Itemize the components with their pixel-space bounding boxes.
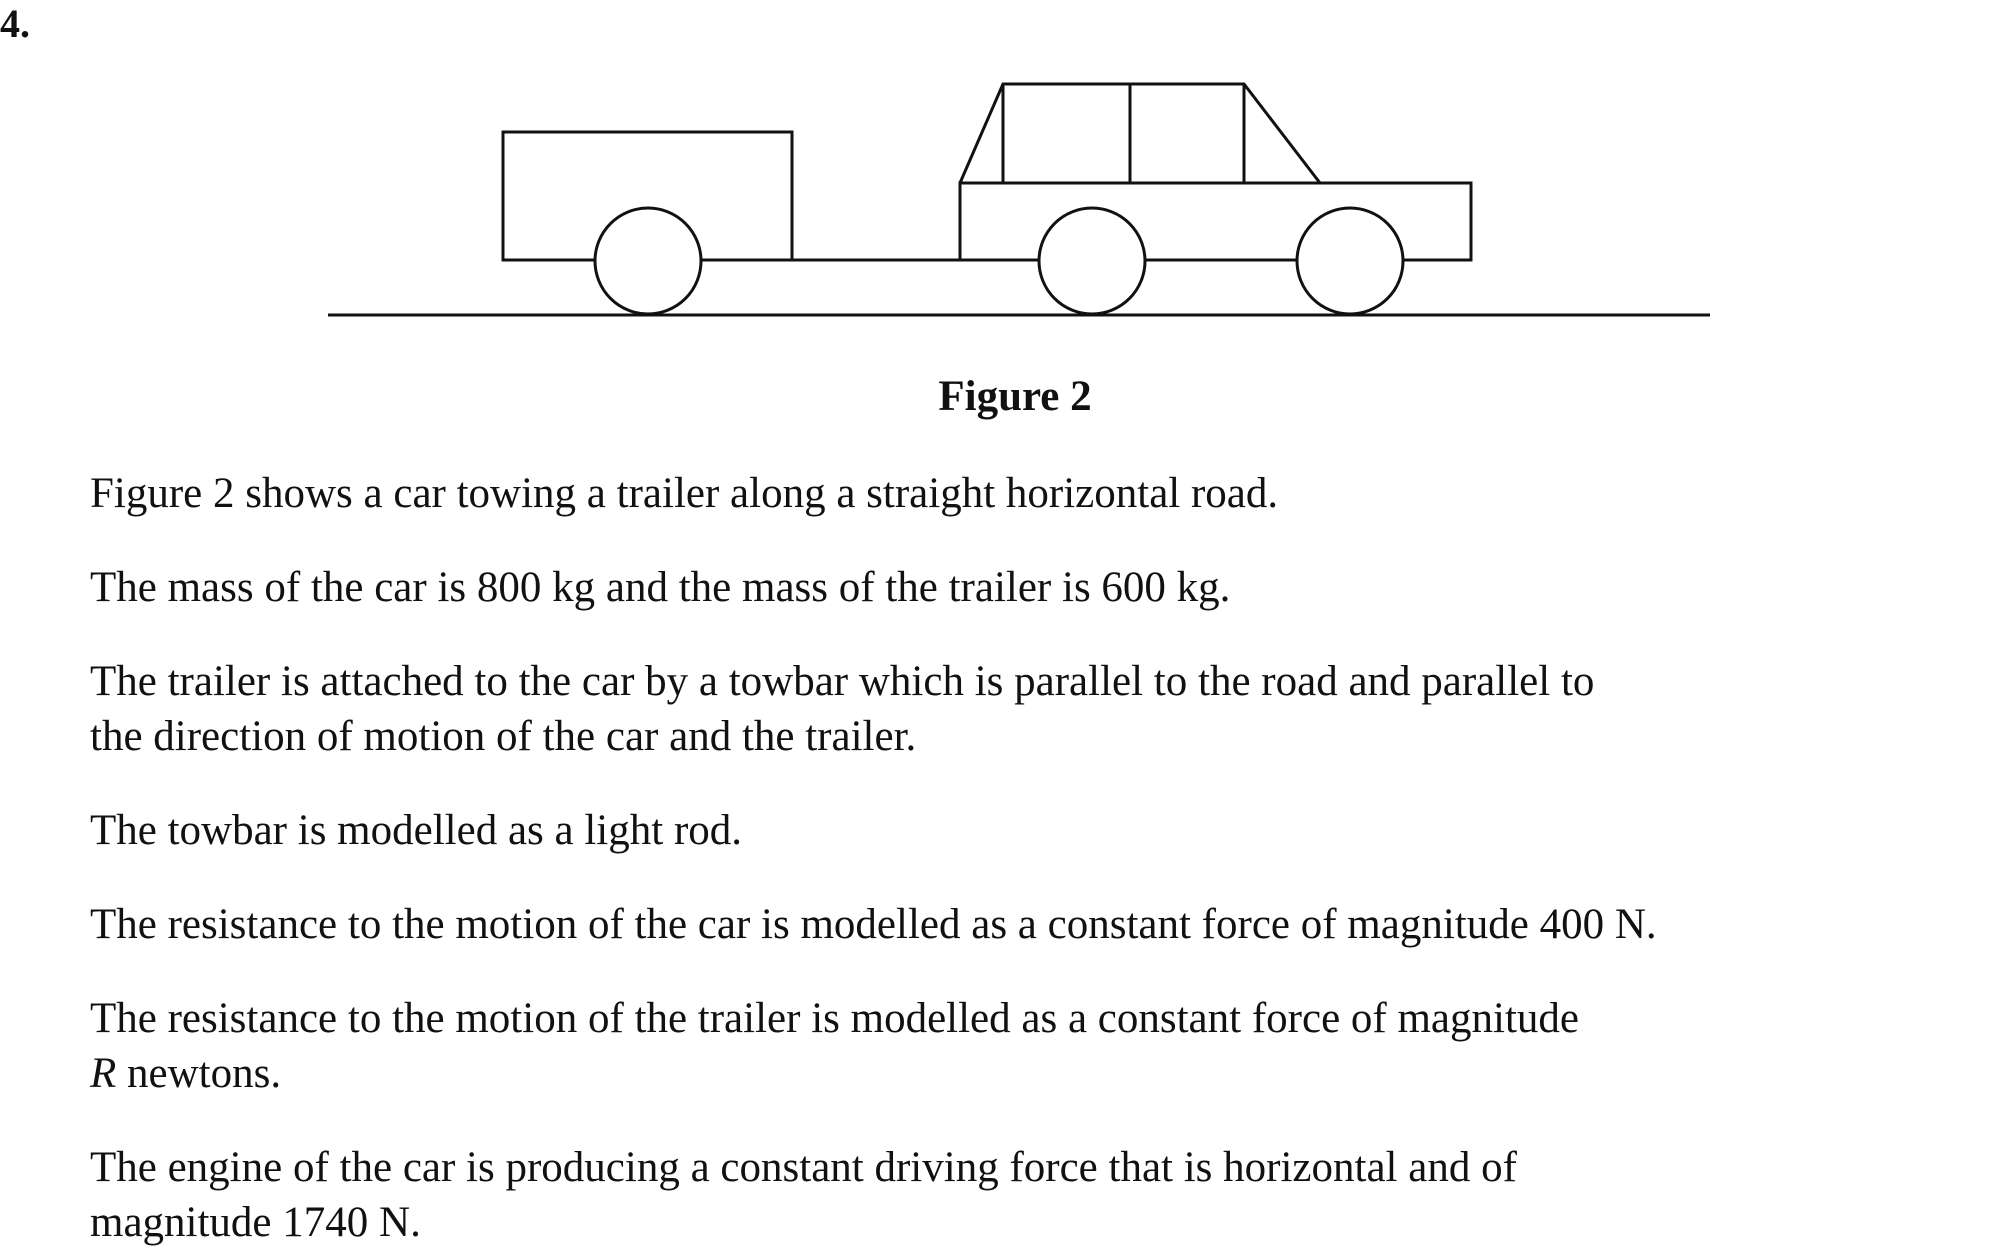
car-rear-wheel: [1039, 208, 1145, 314]
paragraph-7-line-1: The engine of the car is producing a constant driving force that is horizontal and of: [90, 1144, 1517, 1191]
question-number: 4.: [0, 1, 30, 46]
trailer-wheel: [595, 208, 701, 314]
car-front-wheel: [1297, 208, 1403, 314]
paragraph-5: The resistance to the motion of the car is modelled as a constant force of magnitude 400 N.: [90, 901, 1657, 948]
paragraph-4: The towbar is modelled as a light rod.: [90, 807, 743, 854]
paragraph-3-line-2: the direction of motion of the car and the trailer.: [90, 713, 917, 760]
paragraph-6-line-1: The resistance to the motion of the trailer is modelled as a constant force of magnitude: [90, 995, 1579, 1042]
paragraph-7-line-2: magnitude 1740 N.: [90, 1199, 421, 1246]
paragraph-6-line-2: newtons.: [116, 1050, 282, 1097]
paragraph-3: [90, 654, 1940, 764]
paragraph-7: [90, 1140, 1940, 1250]
paragraph-6: [90, 991, 1940, 1101]
variable-r: R: [90, 1050, 117, 1097]
car-trailer-figure: [0, 0, 2000, 340]
paragraph-3-line-1: The trailer is attached to the car by a towbar which is parallel to the road and parallel to: [90, 658, 1595, 705]
car-cabin: [960, 84, 1320, 183]
paragraph-2: The mass of the car is 800 kg and the mass of the trailer is 600 kg.: [90, 564, 1231, 611]
paragraph-1: Figure 2 shows a car towing a trailer along a straight horizontal road.: [90, 470, 1279, 517]
figure-caption: Figure 2: [938, 373, 1092, 420]
